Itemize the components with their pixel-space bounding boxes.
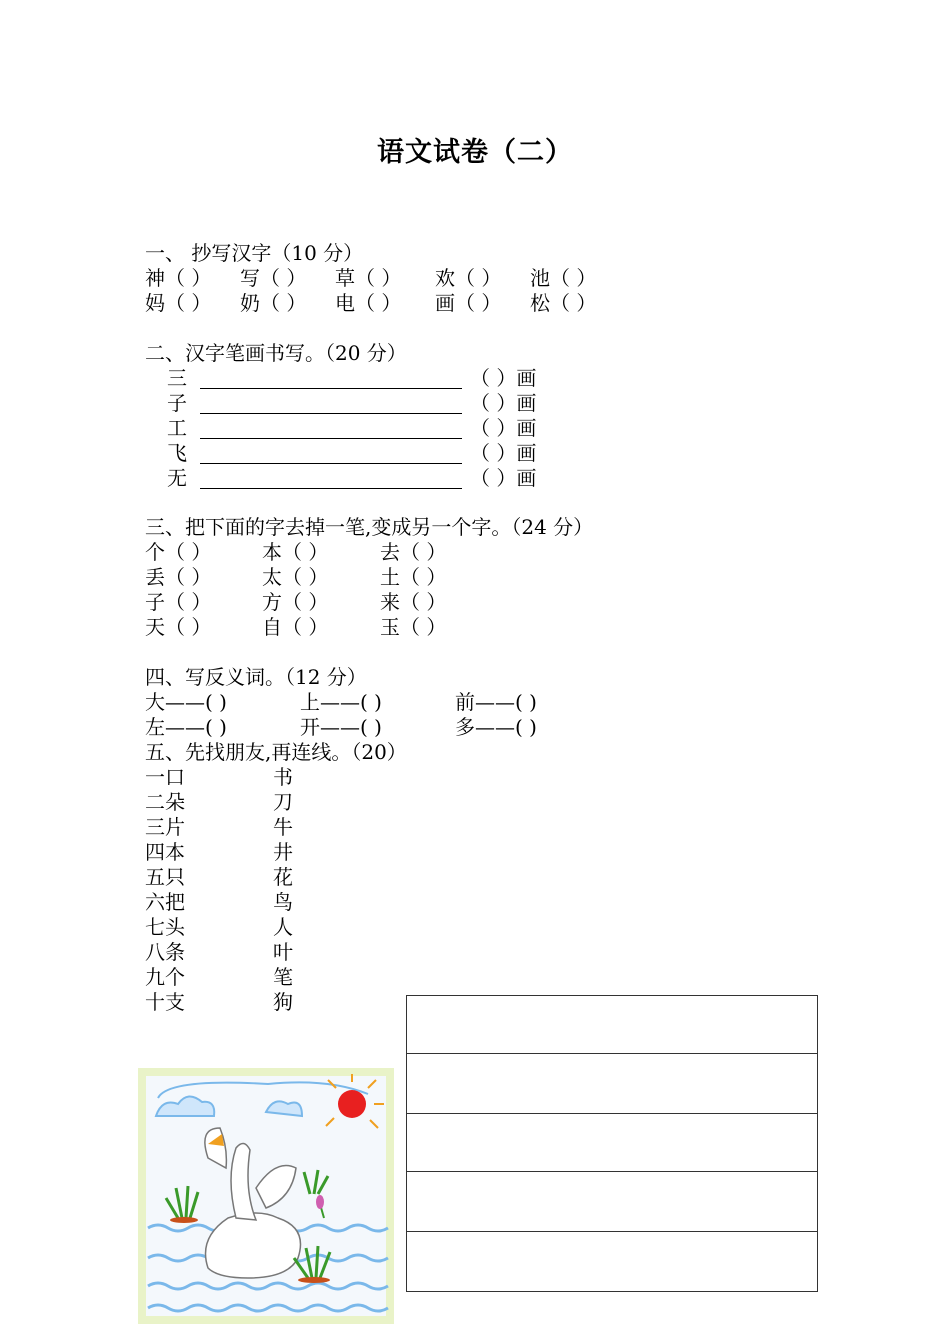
- match-left-item[interactable]: 三片: [145, 815, 185, 839]
- antonym-cell: 左——( ): [145, 715, 227, 739]
- antonym-cell: 前——( ): [455, 690, 537, 714]
- write-line[interactable]: [200, 463, 462, 464]
- match-right-item[interactable]: 鸟: [273, 890, 293, 914]
- stroke-count: （ ）画: [470, 416, 537, 440]
- match-right-item[interactable]: 井: [273, 840, 293, 864]
- write-line[interactable]: [200, 488, 462, 489]
- copy-cell: 画（ ）: [435, 291, 502, 315]
- match-right-item[interactable]: 人: [273, 915, 293, 939]
- grid-line: [407, 1113, 817, 1114]
- section2-heading: 二、汉字笔画书写。（20 分）: [145, 341, 407, 365]
- grid-line: [407, 1053, 817, 1054]
- remove-stroke-cell: 本（ ）: [262, 540, 329, 564]
- copy-cell: 妈（ ）: [145, 291, 212, 315]
- write-line[interactable]: [200, 413, 462, 414]
- match-left-item[interactable]: 七头: [145, 915, 185, 939]
- section5-heading: 五、先找朋友,再连线。（20）: [145, 740, 407, 764]
- copy-cell: 写（ ）: [240, 266, 307, 290]
- stroke-char: 子: [167, 391, 187, 415]
- stroke-count: （ ）画: [470, 441, 537, 465]
- antonym-cell: 开——( ): [300, 715, 382, 739]
- match-left-item[interactable]: 四本: [145, 840, 185, 864]
- match-left-item[interactable]: 二朵: [145, 790, 185, 814]
- match-left-item[interactable]: 六把: [145, 890, 185, 914]
- remove-stroke-cell: 方（ ）: [262, 590, 329, 614]
- match-right-item[interactable]: 狗: [273, 990, 293, 1014]
- match-right-item[interactable]: 笔: [273, 965, 293, 989]
- match-left-item[interactable]: 五只: [145, 865, 185, 889]
- stroke-char: 三: [167, 366, 187, 390]
- remove-stroke-cell: 来（ ）: [380, 590, 447, 614]
- page-title: 语文试卷（二）: [377, 137, 573, 168]
- sun: [338, 1090, 366, 1118]
- remove-stroke-cell: 太（ ）: [262, 565, 329, 589]
- stroke-char: 飞: [167, 441, 187, 465]
- grid-line: [407, 1231, 817, 1232]
- swan-drawing-image: [138, 1068, 394, 1324]
- match-right-item[interactable]: 刀: [273, 790, 293, 814]
- remove-stroke-cell: 个（ ）: [145, 540, 212, 564]
- remove-stroke-cell: 去（ ）: [380, 540, 447, 564]
- match-left-item[interactable]: 九个: [145, 965, 185, 989]
- stroke-count: （ ）画: [470, 366, 537, 390]
- remove-stroke-cell: 天（ ）: [145, 615, 212, 639]
- match-left-item[interactable]: 一口: [145, 765, 185, 789]
- match-left-item[interactable]: 八条: [145, 940, 185, 964]
- stroke-count: （ ）画: [470, 466, 537, 490]
- copy-cell: 草（ ）: [335, 266, 402, 290]
- copy-cell: 神（ ）: [145, 266, 212, 290]
- remove-stroke-cell: 土（ ）: [380, 565, 447, 589]
- match-right-item[interactable]: 叶: [273, 940, 293, 964]
- match-right-item[interactable]: 书: [273, 765, 293, 789]
- copy-cell: 池（ ）: [530, 266, 597, 290]
- remove-stroke-cell: 玉（ ）: [380, 615, 447, 639]
- stroke-char: 无: [167, 466, 187, 490]
- stroke-char: 工: [167, 416, 187, 440]
- copy-cell: 松（ ）: [530, 291, 597, 315]
- writing-grid[interactable]: [406, 995, 818, 1292]
- grid-line: [407, 1171, 817, 1172]
- antonym-cell: 多——( ): [455, 715, 537, 739]
- section4-heading: 四、写反义词。（12 分）: [145, 665, 367, 689]
- match-right-item[interactable]: 花: [273, 865, 293, 889]
- copy-cell: 欢（ ）: [435, 266, 502, 290]
- remove-stroke-cell: 自（ ）: [262, 615, 329, 639]
- remove-stroke-cell: 丢（ ）: [145, 565, 212, 589]
- match-left-item[interactable]: 十支: [145, 990, 185, 1014]
- copy-cell: 奶（ ）: [240, 291, 307, 315]
- antonym-cell: 上——( ): [300, 690, 382, 714]
- write-line[interactable]: [200, 438, 462, 439]
- section1-heading: 一、 抄写汉字（10 分）: [145, 241, 364, 265]
- write-line[interactable]: [200, 388, 462, 389]
- stroke-count: （ ）画: [470, 391, 537, 415]
- copy-cell: 电（ ）: [335, 291, 402, 315]
- flower-bud: [316, 1195, 324, 1209]
- antonym-cell: 大——( ): [145, 690, 227, 714]
- remove-stroke-cell: 子（ ）: [145, 590, 212, 614]
- section3-heading: 三、把下面的字去掉一笔,变成另一个字。（24 分）: [145, 515, 594, 539]
- match-right-item[interactable]: 牛: [273, 815, 293, 839]
